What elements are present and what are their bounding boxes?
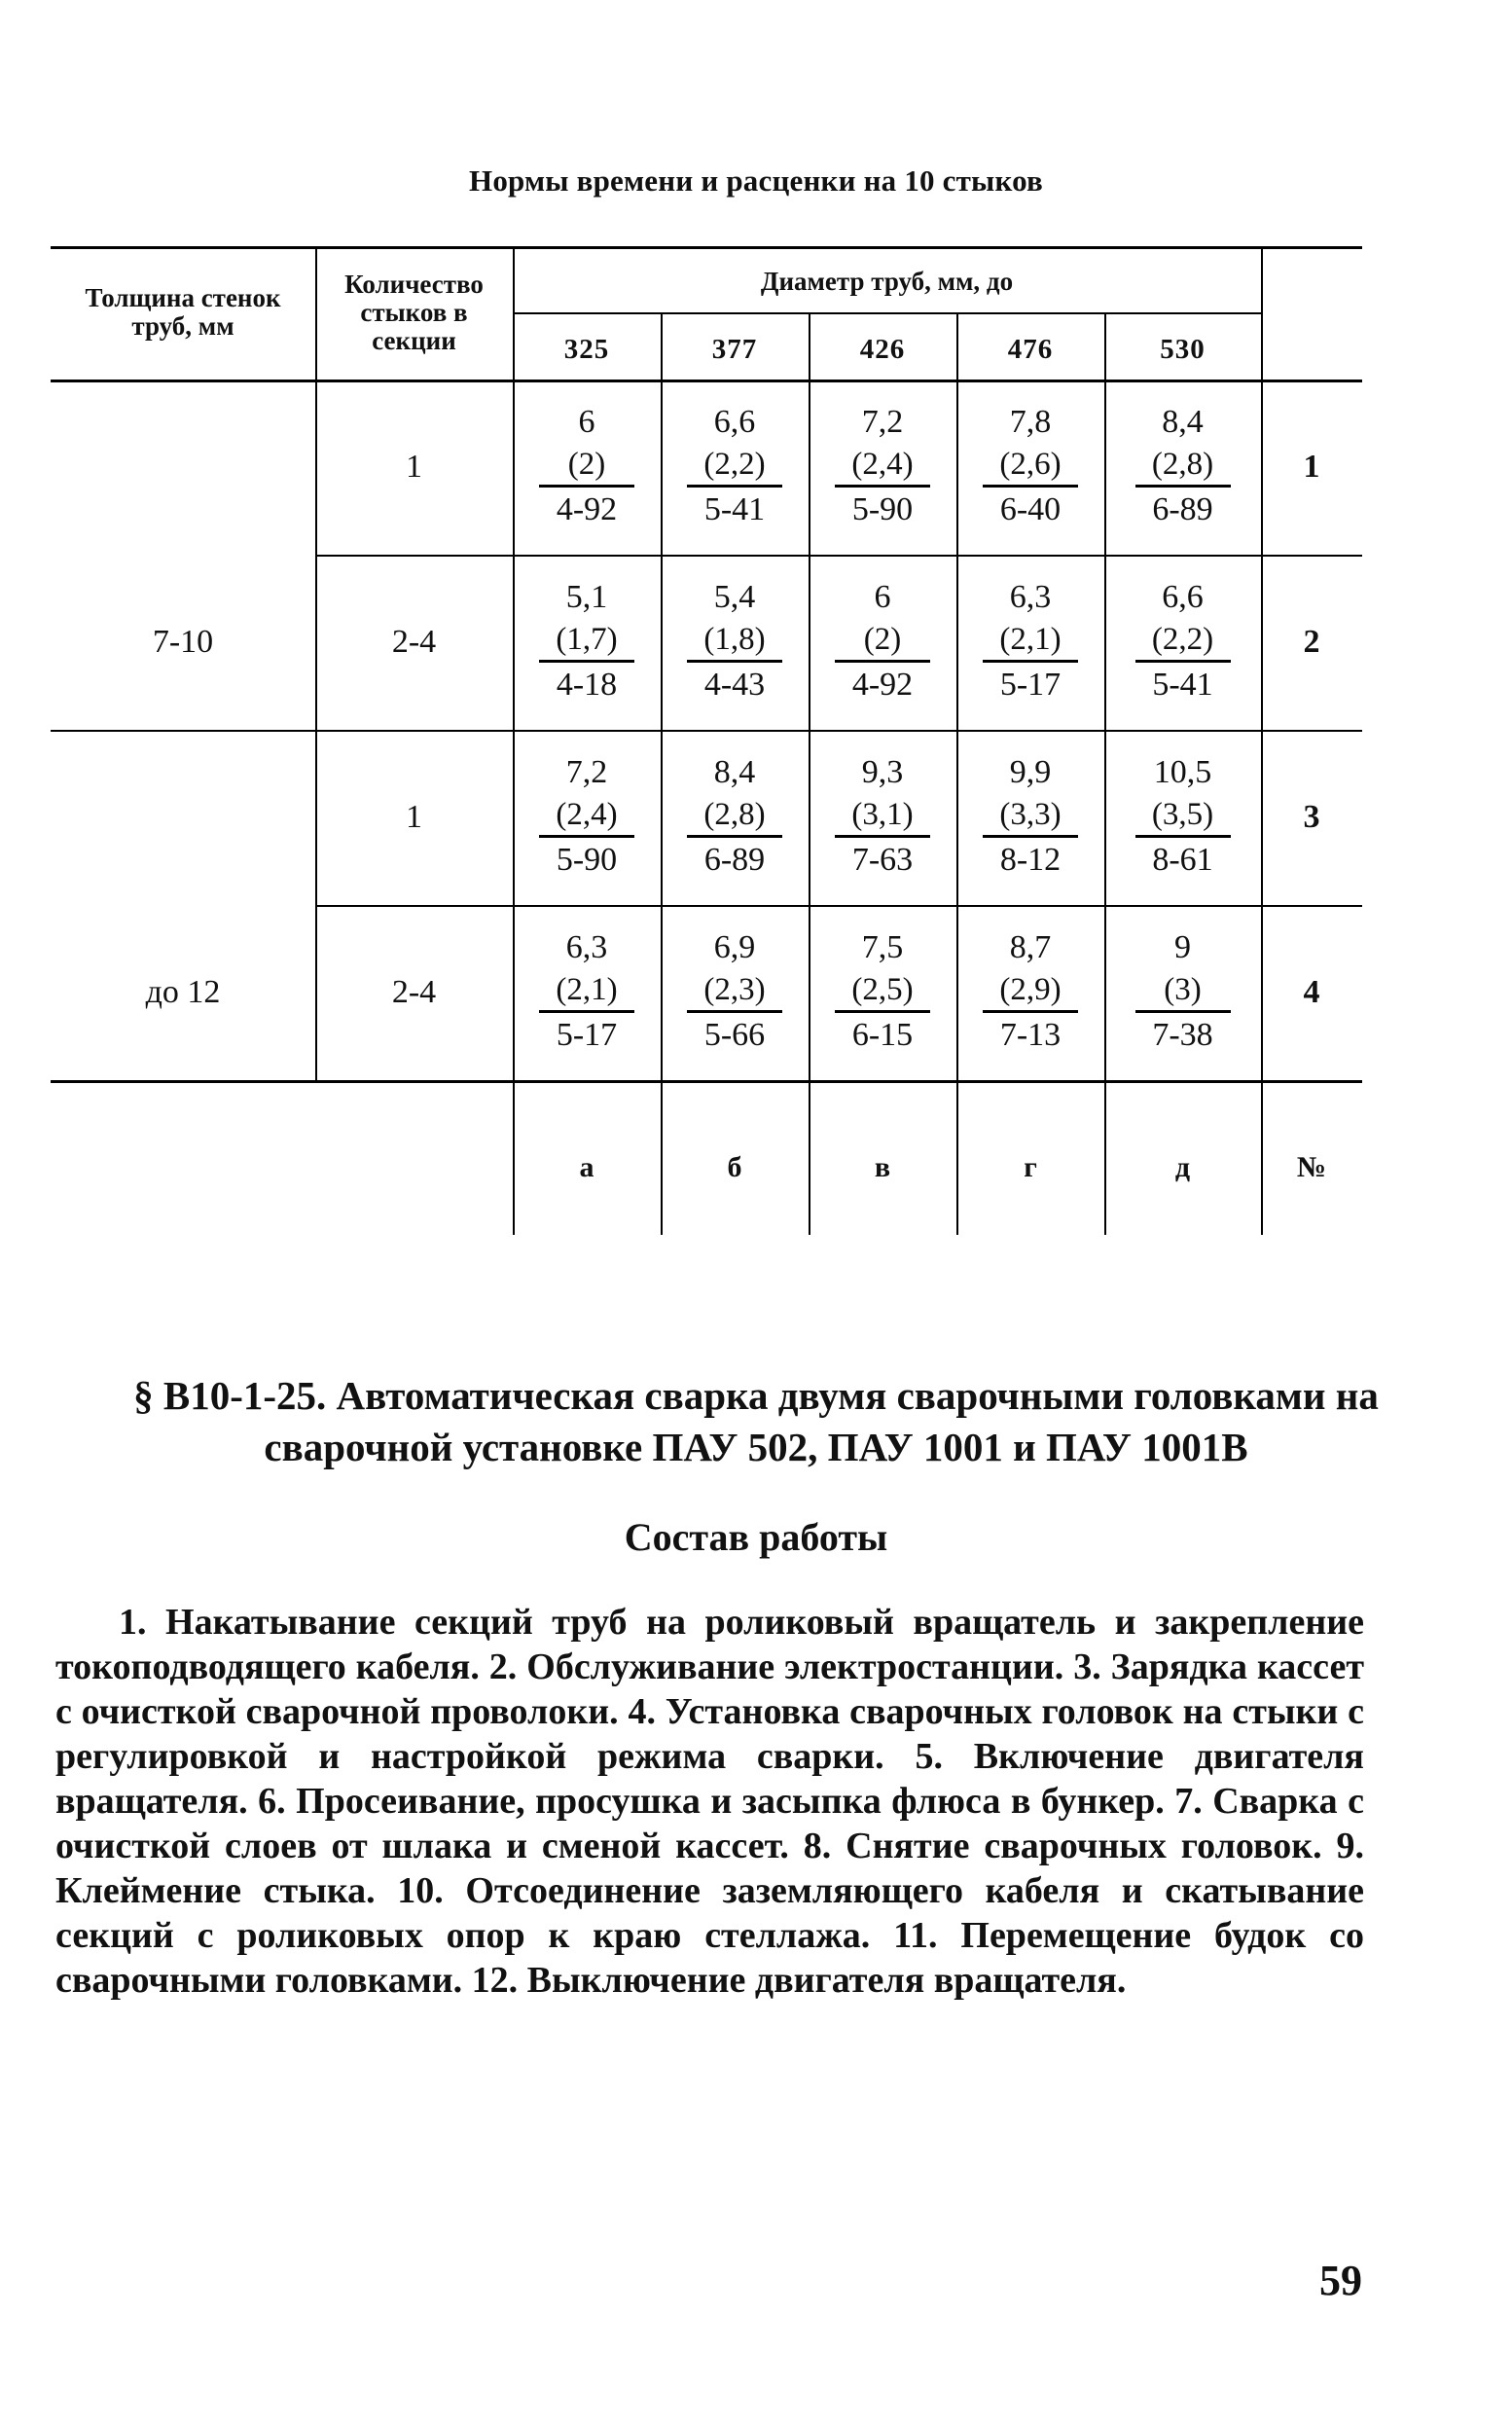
- fraction-bar: [1135, 485, 1231, 488]
- time-norm: 6: [874, 579, 891, 615]
- time-norm: 8,7: [1009, 929, 1052, 965]
- crew-size: (3,3): [999, 797, 1062, 832]
- crew-size: (2,8): [1151, 447, 1214, 482]
- crew-size: (2,5): [851, 972, 914, 1007]
- rate: 8-12: [999, 842, 1062, 878]
- work-composition-heading: Состав работы: [624, 1515, 888, 1559]
- fraction-bar: [687, 660, 782, 663]
- column-letter: д: [1174, 1151, 1191, 1183]
- fraction-bar: [983, 485, 1078, 488]
- crew-size: (3): [1164, 972, 1202, 1007]
- header-joint-count: Количество стыков в секции: [344, 269, 484, 355]
- crew-size: (2,9): [999, 972, 1062, 1007]
- crew-size: (2,6): [999, 447, 1062, 482]
- rate: 4-92: [556, 491, 618, 527]
- time-norm: 6: [578, 404, 595, 440]
- time-norm: 9,3: [861, 754, 904, 790]
- row-number: 4: [1303, 974, 1320, 1010]
- rate: 6-40: [999, 491, 1062, 527]
- table-top-rule: [51, 246, 1362, 249]
- norm-cell: [513, 401, 661, 530]
- norm-cell: [809, 576, 956, 705]
- time-norm: 6,6: [713, 404, 756, 440]
- crew-size: (2,4): [851, 447, 914, 482]
- fraction-bar: [983, 1010, 1078, 1013]
- fraction-bar: [983, 835, 1078, 838]
- fraction-bar: [687, 835, 782, 838]
- fraction-bar: [539, 660, 634, 663]
- diameter-header-rule: [513, 312, 1261, 314]
- column-letter: б: [727, 1151, 742, 1183]
- number-label: №: [1296, 1151, 1327, 1183]
- norm-cell: [513, 751, 661, 881]
- fraction-bar: [835, 1010, 930, 1013]
- crew-size: (2,3): [703, 972, 766, 1007]
- fraction-bar: [687, 1010, 782, 1013]
- time-norm: 6,3: [565, 929, 608, 965]
- norm-cell: [1104, 401, 1261, 530]
- norm-cell: [956, 576, 1104, 705]
- crew-size: (3,5): [1151, 797, 1214, 832]
- header-thickness: Толщина стенок труб, мм: [85, 283, 281, 341]
- row-count: 2-4: [391, 974, 437, 1010]
- time-norm: 9,9: [1009, 754, 1052, 790]
- norm-cell: [513, 576, 661, 705]
- norm-cell: [661, 751, 809, 881]
- table-title: Нормы времени и расценки на 10 стыков: [469, 163, 1043, 198]
- norm-cell: [661, 576, 809, 705]
- rate: 6-89: [1152, 491, 1213, 527]
- norm-cell: [1104, 926, 1261, 1056]
- vertical-rule: [513, 246, 515, 1235]
- norm-cell: [956, 926, 1104, 1056]
- norm-cell: [661, 926, 809, 1056]
- norm-cell: [661, 401, 809, 530]
- time-norm: 8,4: [1162, 404, 1204, 440]
- row-separator: [51, 730, 1362, 732]
- crew-size: (1,7): [556, 622, 618, 657]
- rate: 7-38: [1152, 1017, 1213, 1053]
- crew-size: (2,4): [556, 797, 618, 832]
- rate: 7-13: [999, 1017, 1062, 1053]
- rate: 5-17: [999, 667, 1062, 703]
- work-composition-text: 1. Накатывание секций труб на роликовый вращатель и закрепление токоподводящего кабеля. 2. Обслуживание электростанции. 3. Зарядка кассет с очисткой сварочной проволоки. 4. Установка сварочных головок на стыки с регулировкой и настройкой режима сварки. 5. Включение двигателя вращателя. 6. Просеивание, просушка и засыпка флюса в бункер. 7. Сварка с очисткой слоев от шлака и сменой кассет. 8. Снятие сварочных головок. 9. Клеймение стыка. 10. Отсоединение заземляющего кабеля и скатывание секций с роликовых опор к краю стеллажа. 11. Перемещение будок со сварочными головками. 12. Выключение двигателя вращателя.: [55, 1602, 1364, 2001]
- rate: 6-15: [851, 1017, 914, 1053]
- rate: 7-63: [851, 842, 914, 878]
- norm-cell: [1104, 751, 1261, 881]
- fraction-bar: [1135, 1010, 1231, 1013]
- thickness-up-to-12: до 12: [145, 974, 221, 1010]
- diameter-530: 530: [1160, 333, 1206, 365]
- rate: 5-90: [556, 842, 618, 878]
- norm-cell: [513, 926, 661, 1056]
- time-norm: 8,4: [713, 754, 756, 790]
- norms-table: [51, 246, 1362, 1239]
- fraction-bar: [539, 485, 634, 488]
- fraction-bar: [1135, 835, 1231, 838]
- rate: 4-43: [703, 667, 766, 703]
- time-norm: 6,9: [713, 929, 756, 965]
- crew-size: (2,1): [556, 972, 618, 1007]
- norm-cell: [809, 751, 956, 881]
- column-letter: а: [579, 1151, 594, 1183]
- fraction-bar: [687, 485, 782, 488]
- crew-size: (2,2): [703, 447, 766, 482]
- time-norm: 5,4: [713, 579, 756, 615]
- crew-size: (1,8): [703, 622, 766, 657]
- diameter-325: 325: [563, 333, 610, 365]
- table-bottom-rule: [51, 1080, 1362, 1083]
- norm-cell: [809, 926, 956, 1056]
- crew-size: (2): [567, 447, 606, 482]
- norm-cell: [956, 751, 1104, 881]
- rate: 5-66: [703, 1017, 766, 1053]
- rate: 5-41: [703, 491, 766, 527]
- crew-size: (2,1): [999, 622, 1062, 657]
- page-number: 59: [1319, 2257, 1362, 2304]
- rate: 5-41: [1152, 667, 1213, 703]
- time-norm: 7,2: [565, 754, 608, 790]
- time-norm: 5,1: [565, 579, 608, 615]
- time-norm: 10,5: [1153, 754, 1212, 790]
- header-diameter: Диаметр труб, мм, до: [760, 266, 1014, 296]
- time-norm: 7,8: [1009, 404, 1052, 440]
- rate: 4-18: [556, 667, 618, 703]
- fraction-bar: [835, 835, 930, 838]
- fraction-bar: [539, 835, 634, 838]
- diameter-426: 426: [859, 333, 906, 365]
- row-count: 2-4: [391, 624, 437, 660]
- fraction-bar: [835, 660, 930, 663]
- thickness-7-10: 7-10: [152, 624, 214, 660]
- time-norm: 6,3: [1009, 579, 1052, 615]
- row-number: 1: [1303, 449, 1320, 485]
- norm-cell: [809, 401, 956, 530]
- crew-size: (2): [863, 622, 902, 657]
- crew-size: (3,1): [851, 797, 914, 832]
- time-norm: 7,2: [861, 404, 904, 440]
- rate: 4-92: [851, 667, 914, 703]
- time-norm: 9: [1174, 929, 1191, 965]
- header-bottom-rule: [51, 380, 1362, 382]
- crew-size: (2,2): [1151, 622, 1214, 657]
- section-title: § В10-1-25. Автоматическая сварка двумя сварочными головками на сварочной установке ПАУ 502, ПАУ 1001 и ПАУ 1001В: [133, 1373, 1379, 1469]
- row-count: 1: [406, 799, 422, 835]
- crew-size: (2,8): [703, 797, 766, 832]
- norm-cell: [956, 401, 1104, 530]
- diameter-377: 377: [711, 333, 758, 365]
- rate: 5-17: [556, 1017, 618, 1053]
- column-letter: в: [874, 1151, 891, 1183]
- row-count: 1: [406, 449, 422, 485]
- rate: 6-89: [703, 842, 766, 878]
- time-norm: 6,6: [1162, 579, 1204, 615]
- fraction-bar: [983, 660, 1078, 663]
- rate: 8-61: [1152, 842, 1213, 878]
- column-letter: г: [1024, 1151, 1037, 1183]
- fraction-bar: [835, 485, 930, 488]
- row-number: 3: [1303, 799, 1320, 835]
- norm-cell: [1104, 576, 1261, 705]
- diameter-476: 476: [1007, 333, 1054, 365]
- row-number: 2: [1303, 624, 1320, 660]
- fraction-bar: [1135, 660, 1231, 663]
- rate: 5-90: [851, 491, 914, 527]
- time-norm: 7,5: [861, 929, 904, 965]
- fraction-bar: [539, 1010, 634, 1013]
